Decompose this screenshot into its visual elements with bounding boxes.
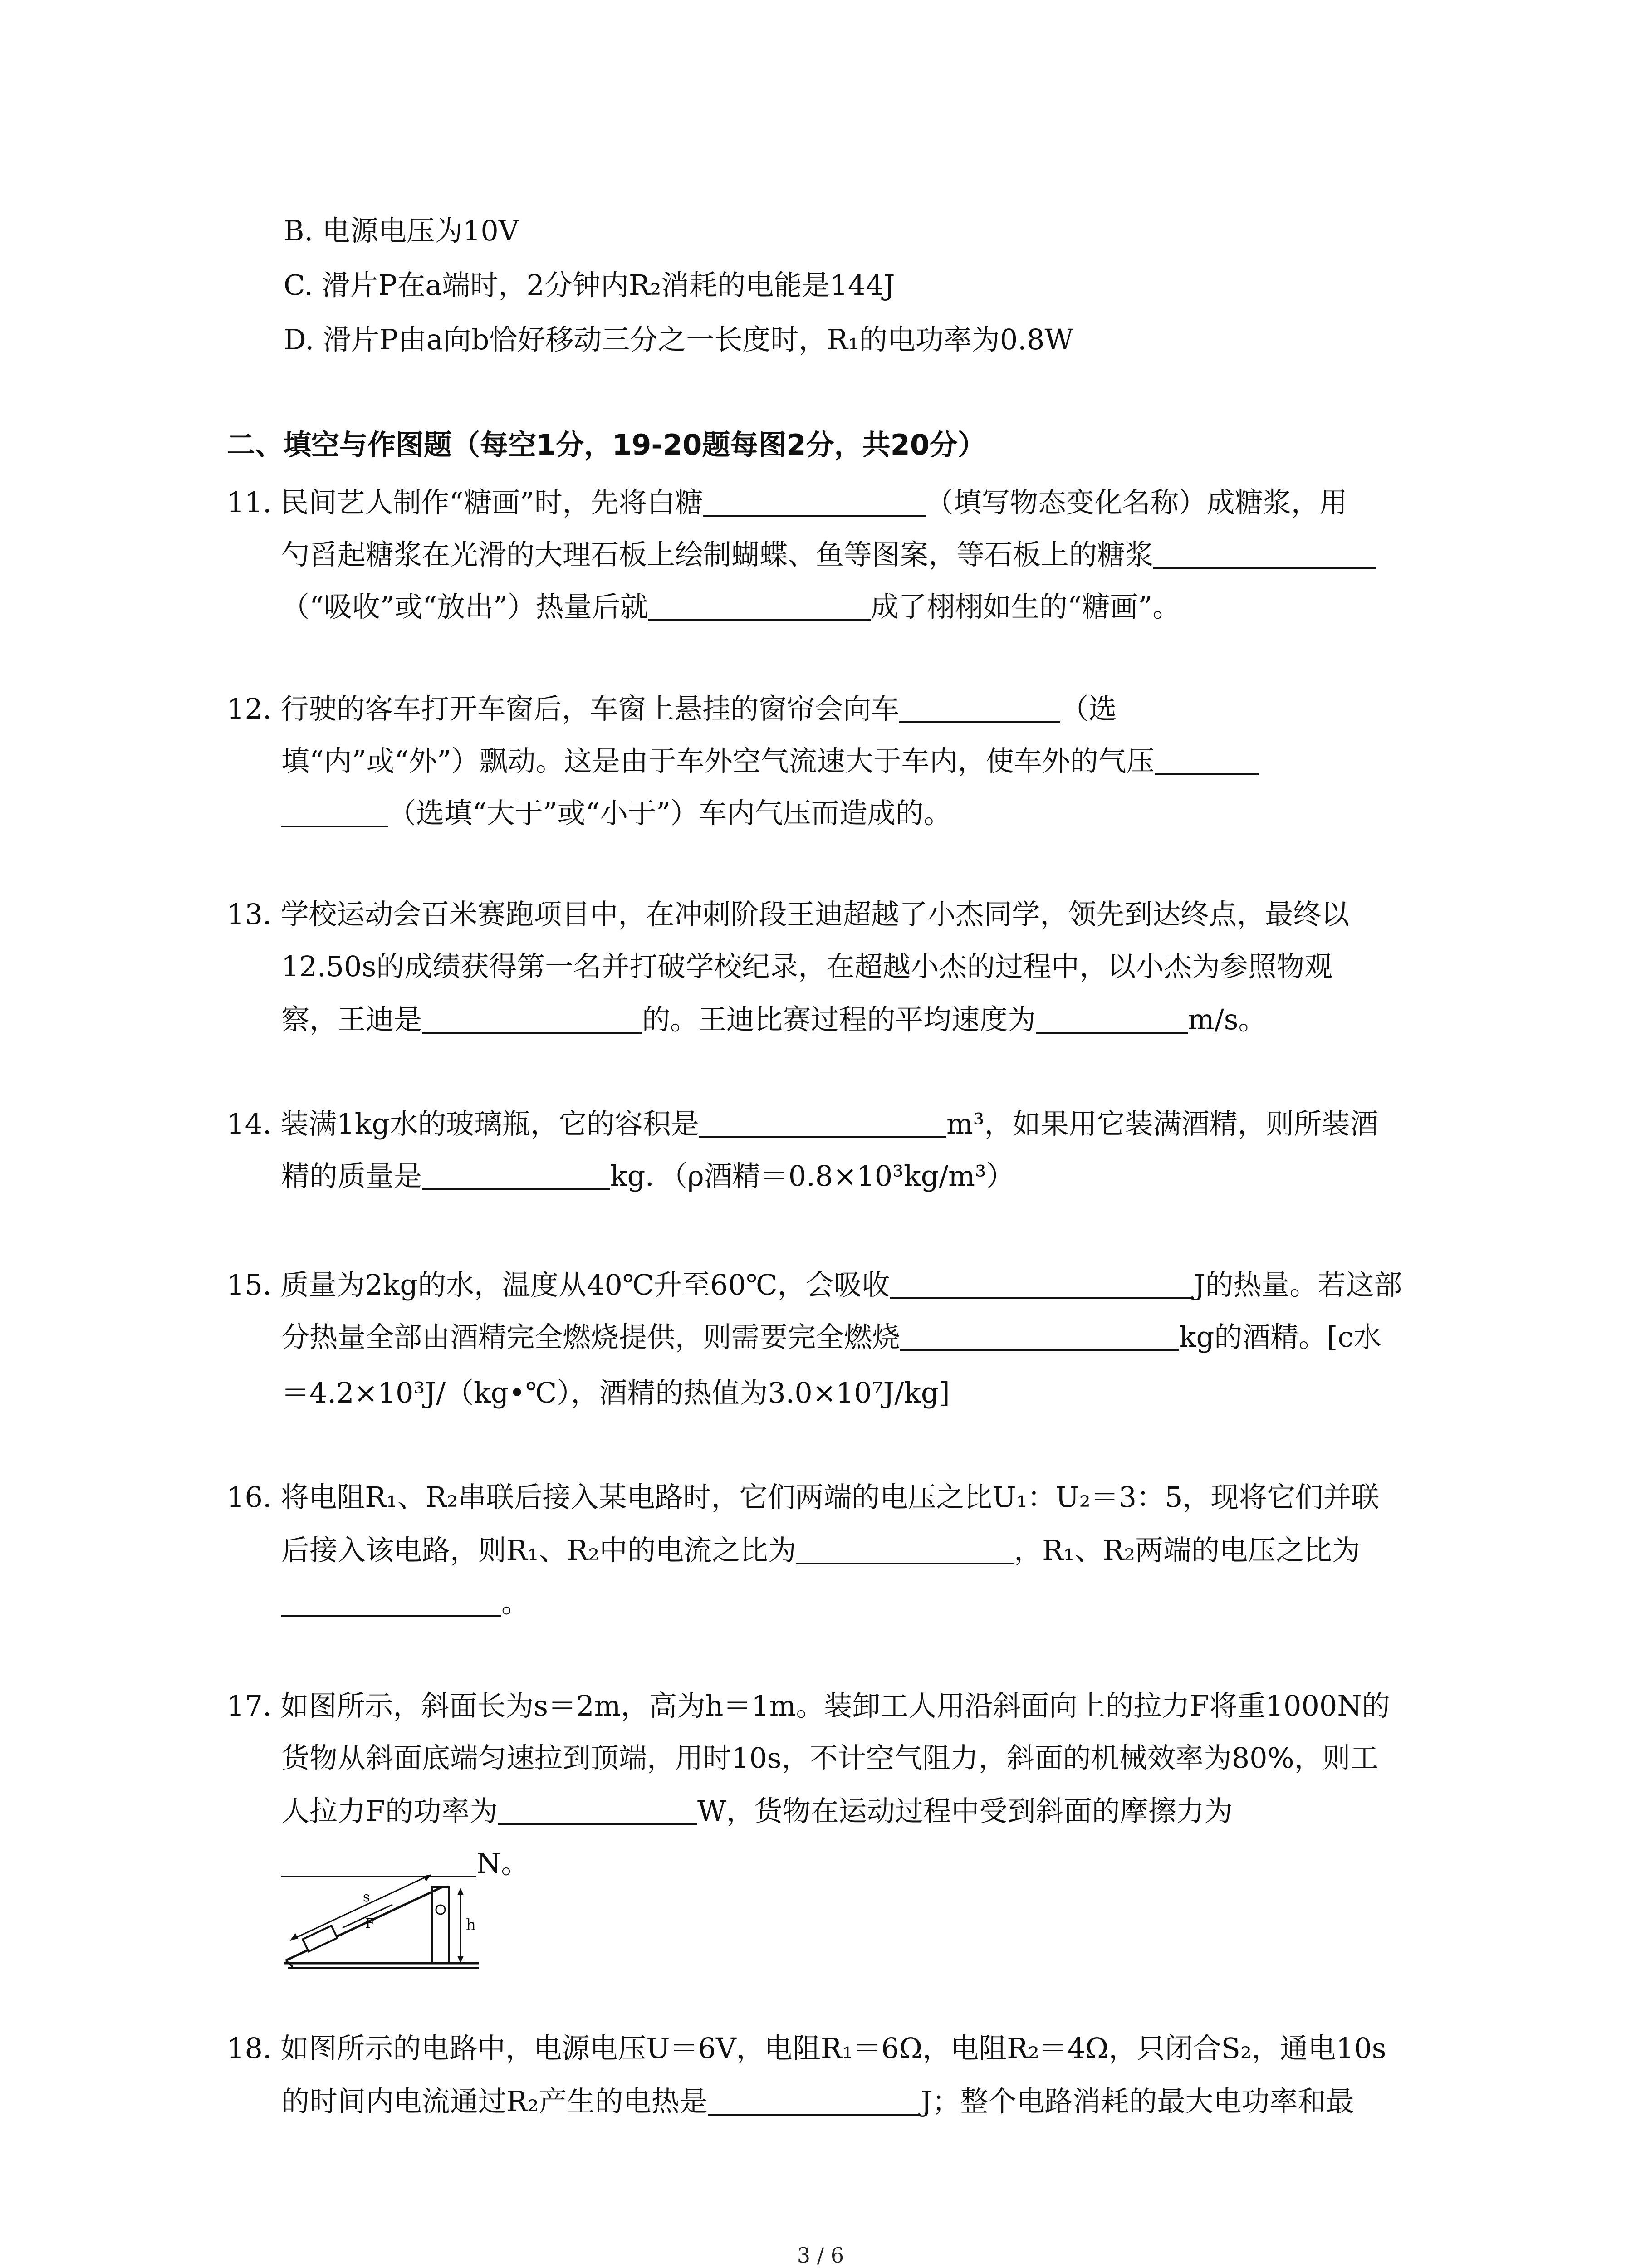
q12-line1: 12. 行驶的客车打开车窗后，车窗上悬挂的窗帘会向车 （选 xyxy=(227,692,1117,725)
answer-blank[interactable] xyxy=(1036,1005,1188,1034)
q18-line1: 18. 如图所示的电路中，电源电压U＝6V，电阻R₁＝6Ω，电阻R₂＝4Ω，只闭合S₂，通电10s xyxy=(227,2032,1386,2065)
pulley-icon xyxy=(436,1905,445,1914)
option-c: C. 滑片P在a端时，2分钟内R₂消耗的电能是144J xyxy=(284,269,895,302)
answer-blank[interactable] xyxy=(1153,540,1376,569)
q17-line3: 人拉力F的功率为 W，货物在运动过程中受到斜面的摩擦力为 xyxy=(281,1794,1233,1828)
answer-blank[interactable] xyxy=(281,798,388,827)
f-label: F xyxy=(365,1916,375,1931)
answer-blank[interactable] xyxy=(1155,746,1259,775)
q14-line2: 精的质量是 kg．（ρ酒精＝0.8×10³kg/m³） xyxy=(281,1159,1014,1193)
q16-line2: 后接入该电路，则R₁、R₂中的电流之比为 ，R₁、R₂两端的电压之比为 xyxy=(281,1534,1361,1567)
q13-line2: 12.50s的成绩获得第一名并打破学校纪录，在超越小杰的过程中，以小杰为参照物观 xyxy=(281,950,1333,983)
answer-blank[interactable] xyxy=(699,1109,946,1138)
q17-line1: 17. 如图所示，斜面长为s＝2m，高为h＝1m。装卸工人用沿斜面向上的拉力F将重1000N的 xyxy=(227,1689,1390,1722)
q15-line1: 15. 质量为2kg的水，温度从40℃升至60℃，会吸收 J的热量。若这部 xyxy=(227,1268,1402,1301)
page-number: 3 / 6 xyxy=(797,2243,844,2268)
q14-line1: 14. 装满1kg水的玻璃瓶，它的容积是 m³，如果用它装满酒精，则所装酒 xyxy=(227,1107,1378,1140)
q18-line2: 的时间内电流通过R₂产生的电热是 J；整个电路消耗的最大电功率和最 xyxy=(281,2085,1354,2118)
q12-line2: 填“内”或“外”）飘动。这是由于车外空气流速大于车内，使车外的气压 xyxy=(281,746,1259,775)
answer-blank[interactable] xyxy=(648,592,871,621)
q15-line2: 分热量全部由酒精完全燃烧提供，则需要完全燃烧 kg的酒精。[c水 xyxy=(281,1320,1382,1354)
answer-blank[interactable] xyxy=(900,1322,1179,1351)
answer-blank[interactable] xyxy=(281,1588,501,1617)
answer-blank[interactable] xyxy=(422,1161,610,1190)
q17-line2: 货物从斜面底端匀速拉到顶端，用时10s，不计空气阻力，斜面的机械效率为80%，则工 xyxy=(281,1741,1379,1774)
support-post xyxy=(432,1887,449,1963)
answer-blank[interactable] xyxy=(796,1535,1014,1564)
s-arrow xyxy=(293,1876,429,1939)
answer-blank[interactable] xyxy=(703,488,926,517)
q11-line3: （“吸收”或“放出”）热量后就 成了栩栩如生的“糖画”。 xyxy=(281,590,1181,623)
q15-line3: ＝4.2×10³J/（kg•℃），酒精的热值为3.0×10⁷J/kg] xyxy=(281,1376,950,1409)
answer-blank[interactable] xyxy=(708,2087,921,2116)
incline-figure xyxy=(279,1860,488,1978)
answer-blank[interactable] xyxy=(890,1270,1194,1299)
q13-line3: 察，王迪是 的。王迪比赛过程的平均速度为 m/s。 xyxy=(281,1003,1267,1036)
h-label: h xyxy=(466,1916,476,1934)
s-label: s xyxy=(363,1889,370,1905)
q12-line3: （选填“大于”或“小于”）车内气压而造成的。 xyxy=(281,798,952,827)
q11-line1: 11. 民间艺人制作“糖画”时，先将白糖 （填写物态变化名称）成糖浆，用 xyxy=(227,486,1347,519)
answer-blank[interactable] xyxy=(498,1796,697,1825)
q11-line2: 勺舀起糖浆在光滑的大理石板上绘制蝴蝶、鱼等图案，等石板上的糖浆 xyxy=(281,540,1376,569)
section-title: 二、填空与作图题（每空1分，19-20题每图2分，共20分） xyxy=(227,428,986,461)
answer-blank[interactable] xyxy=(899,694,1060,723)
q16-line3: 。 xyxy=(281,1588,529,1617)
q13-line1: 13. 学校运动会百米赛跑项目中，在冲刺阶段王迪超越了小杰同学，领先到达终点，最终以 xyxy=(227,898,1350,931)
q16-line1: 16. 将电阻R₁、R₂串联后接入某电路时，它们两端的电压之比U₁：U₂＝3：5，现将它们并联 xyxy=(227,1481,1380,1514)
q17-line4: N。 xyxy=(281,1848,529,1877)
cargo-block xyxy=(303,1926,337,1951)
answer-blank[interactable] xyxy=(422,1005,642,1034)
option-d: D. 滑片P由a向b恰好移动三分之一长度时，R₁的电功率为0.8W xyxy=(284,323,1074,356)
option-b: B. 电源电压为10V xyxy=(284,214,519,247)
